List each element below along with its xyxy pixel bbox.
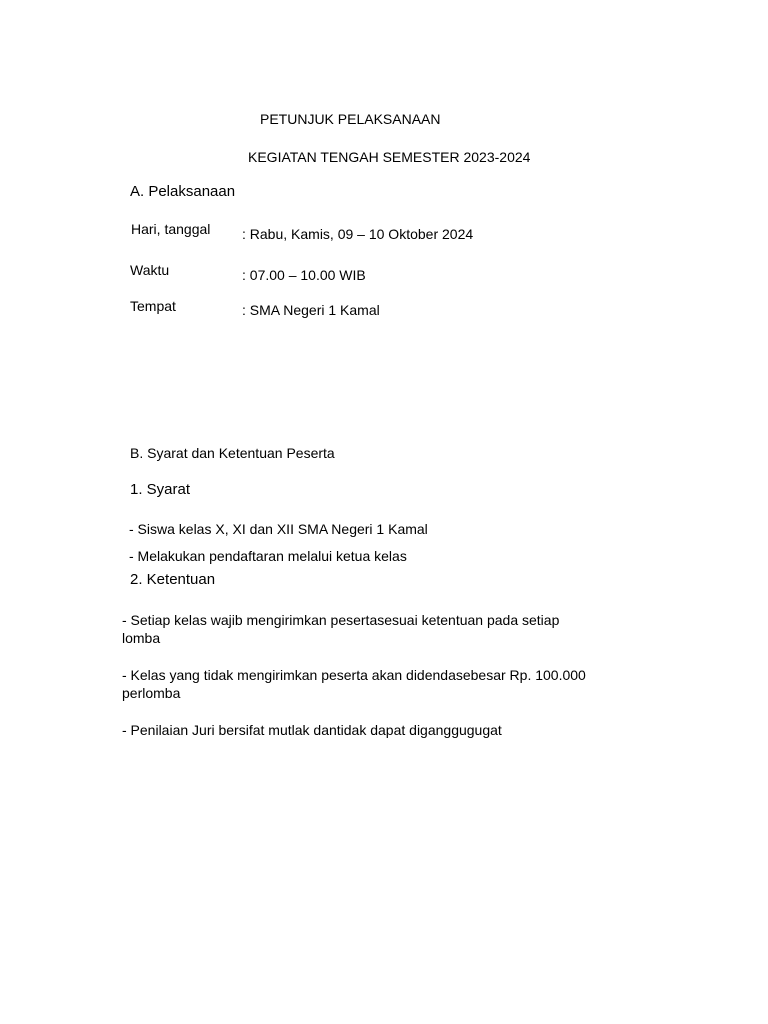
document-title-line-1: PETUNJUK PELAKSANAAN [260,111,441,127]
section-b-heading: B. Syarat dan Ketentuan Peserta [130,445,335,461]
subsection-2-heading: 2. Ketentuan [130,571,216,588]
row-value-waktu: : 07.00 – 10.00 WIB [242,267,366,283]
row-value-tempat: : SMA Negeri 1 Kamal [242,302,380,318]
list-item: - Setiap kelas wajib mengirimkan pesertasesuai ketentuan pada setiap lomba [122,612,560,646]
row-label-waktu: Waktu [130,262,170,278]
section-a-heading: A. Pelaksanaan [130,183,236,200]
row-value-hari-tanggal: : Rabu, Kamis, 09 – 10 Oktober 2024 [242,226,474,242]
row-label-tempat: Tempat [130,298,176,314]
list-item: - Siswa kelas X, XI dan XII SMA Negeri 1 Kamal [129,521,428,537]
document-title-line-2: KEGIATAN TENGAH SEMESTER 2023-2024 [248,149,531,165]
row-label-hari-tanggal: Hari, tanggal [131,221,211,237]
list-item: - Penilaian Juri bersifat mutlak dantidak dapat diganggugugat [122,722,502,738]
subsection-1-heading: 1. Syarat [130,481,191,498]
list-item: - Kelas yang tidak mengirimkan peserta akan didendasebesar Rp. 100.000 perlomba [122,667,586,701]
list-item: - Melakukan pendaftaran melalui ketua kelas [129,548,407,564]
